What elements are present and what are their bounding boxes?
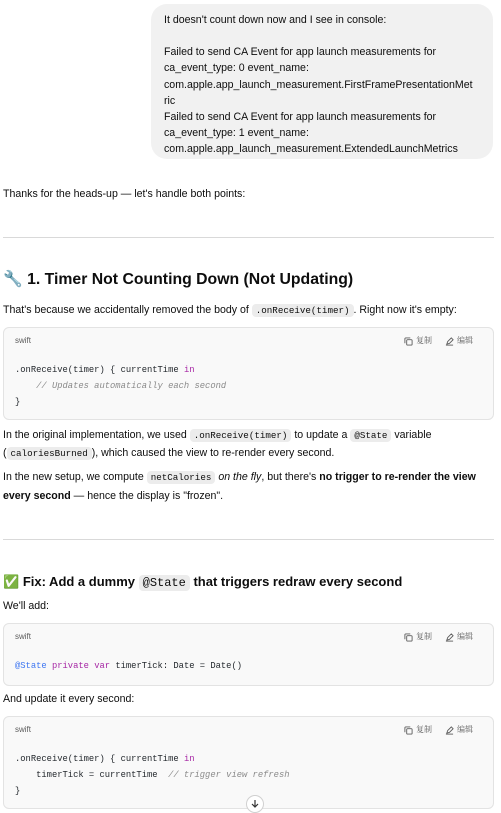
edit-label: 编辑 [457,336,473,345]
divider [3,237,494,238]
bold-text: no trigger to re-render the view [319,471,476,483]
code-keyword: in [183,754,195,764]
scroll-to-bottom-button[interactable] [246,795,264,813]
code-comment: // trigger view refresh [168,770,290,780]
arrow-down-icon [250,799,260,809]
bold-text: every second [3,490,71,502]
text: — hence the display is "frozen". [70,490,224,502]
section1-paragraph1 [3,303,457,319]
user-message-line: com.apple.app_launch_measurement.ExtendedLaunchMetrics [164,143,458,156]
edit-icon [445,337,454,346]
code-language-label: swift [15,725,31,734]
text: to update a [291,429,351,441]
code-language-label: swift [15,336,31,345]
edit-label: 编辑 [457,632,473,641]
code-text: .onReceive(timer) { currentTime [15,754,184,764]
code-comment: // Updates automatically each second [15,381,227,391]
user-message-bubble [151,4,493,159]
inline-code: .onReceive(timer) [190,429,292,442]
code-text: timerTick = currentTime [15,770,169,780]
code-text: .onReceive(timer) { currentTime [15,365,184,375]
code-language-label: swift [15,632,31,641]
assistant-intro: Thanks for the heads-up — let's handle both points: [3,188,246,200]
divider [3,539,494,540]
code-content [4,646,493,674]
section2-heading [3,572,402,593]
text: In the original implementation, we used [3,429,190,441]
copy-label: 复制 [416,632,432,641]
text: In the new setup, we compute [3,471,147,483]
edit-code-button[interactable] [445,335,473,347]
copy-label: 复制 [416,725,432,734]
user-message-line: Failed to send CA Event for app launch measurements for [164,46,437,59]
copy-code-button[interactable] [404,335,432,347]
text: variable [391,429,432,441]
section1-paragraph2-line2 [3,446,334,462]
text: ), which caused the view to re-render every second. [91,447,335,459]
user-message-line: ric [164,94,176,107]
code-text: } [15,397,21,407]
edit-code-button[interactable] [445,724,473,736]
user-message-line: Failed to send CA Event for app launch measurements for [164,111,437,124]
code-block [3,623,494,686]
user-message-line: ca_event_type: 0 event_name: [164,62,309,75]
code-text: } [15,786,21,796]
code-content [4,739,493,799]
section2-title: Fix: Add a dummy [22,574,139,589]
code-block-header [4,717,493,739]
edit-code-button[interactable] [445,631,473,643]
code-block-header [4,624,493,646]
section1-paragraph2-line1 [3,428,431,444]
copy-icon [404,337,413,346]
text: . Right now it's empty: [353,304,457,316]
inline-code: netCalories [147,471,216,484]
edit-label: 编辑 [457,725,473,734]
italic-text: on the fly [218,471,262,483]
copy-code-button[interactable] [404,724,432,736]
copy-label: 复制 [416,336,432,345]
wrench-icon: 🔧 [3,271,23,288]
inline-code: @State [139,575,190,591]
section2-paragraph2: And update it every second: [3,693,135,705]
user-message-line: It doesn't count down now and I see in console: [164,14,387,26]
code-block [3,327,494,420]
copy-icon [404,726,413,735]
section1-heading [3,269,353,291]
code-content [4,350,493,410]
code-keyword: var [94,661,111,671]
section1-title: 1. Timer Not Counting Down (Not Updating) [27,271,354,288]
edit-icon [445,633,454,642]
text: That's because we accidentally removed the body of [3,304,252,316]
code-text: timerTick: Date = Date() [110,661,243,671]
code-block-header [4,328,493,350]
code-attribute: @State [15,661,47,671]
copy-icon [404,633,413,642]
inline-code: @State [350,429,391,442]
section2-paragraph1: We'll add: [3,600,49,612]
text: ( [3,447,7,459]
inline-code: .onReceive(timer) [252,304,354,317]
user-message-line: com.apple.app_launch_measurement.FirstFramePresentationMet [164,78,473,91]
user-message-line: ca_event_type: 1 event_name: [164,127,309,140]
code-keyword: private [51,661,89,671]
code-keyword: in [183,365,195,375]
inline-code: caloriesBurned [7,447,92,460]
check-mark-icon: ✅ [3,574,20,589]
edit-icon [445,726,454,735]
text: , but there's [261,471,320,483]
section1-paragraph3-line1 [3,470,476,486]
section2-title: that triggers redraw every second [189,574,403,589]
code-block [3,716,494,809]
section1-paragraph3-line2 [3,489,223,505]
copy-code-button[interactable] [404,631,432,643]
